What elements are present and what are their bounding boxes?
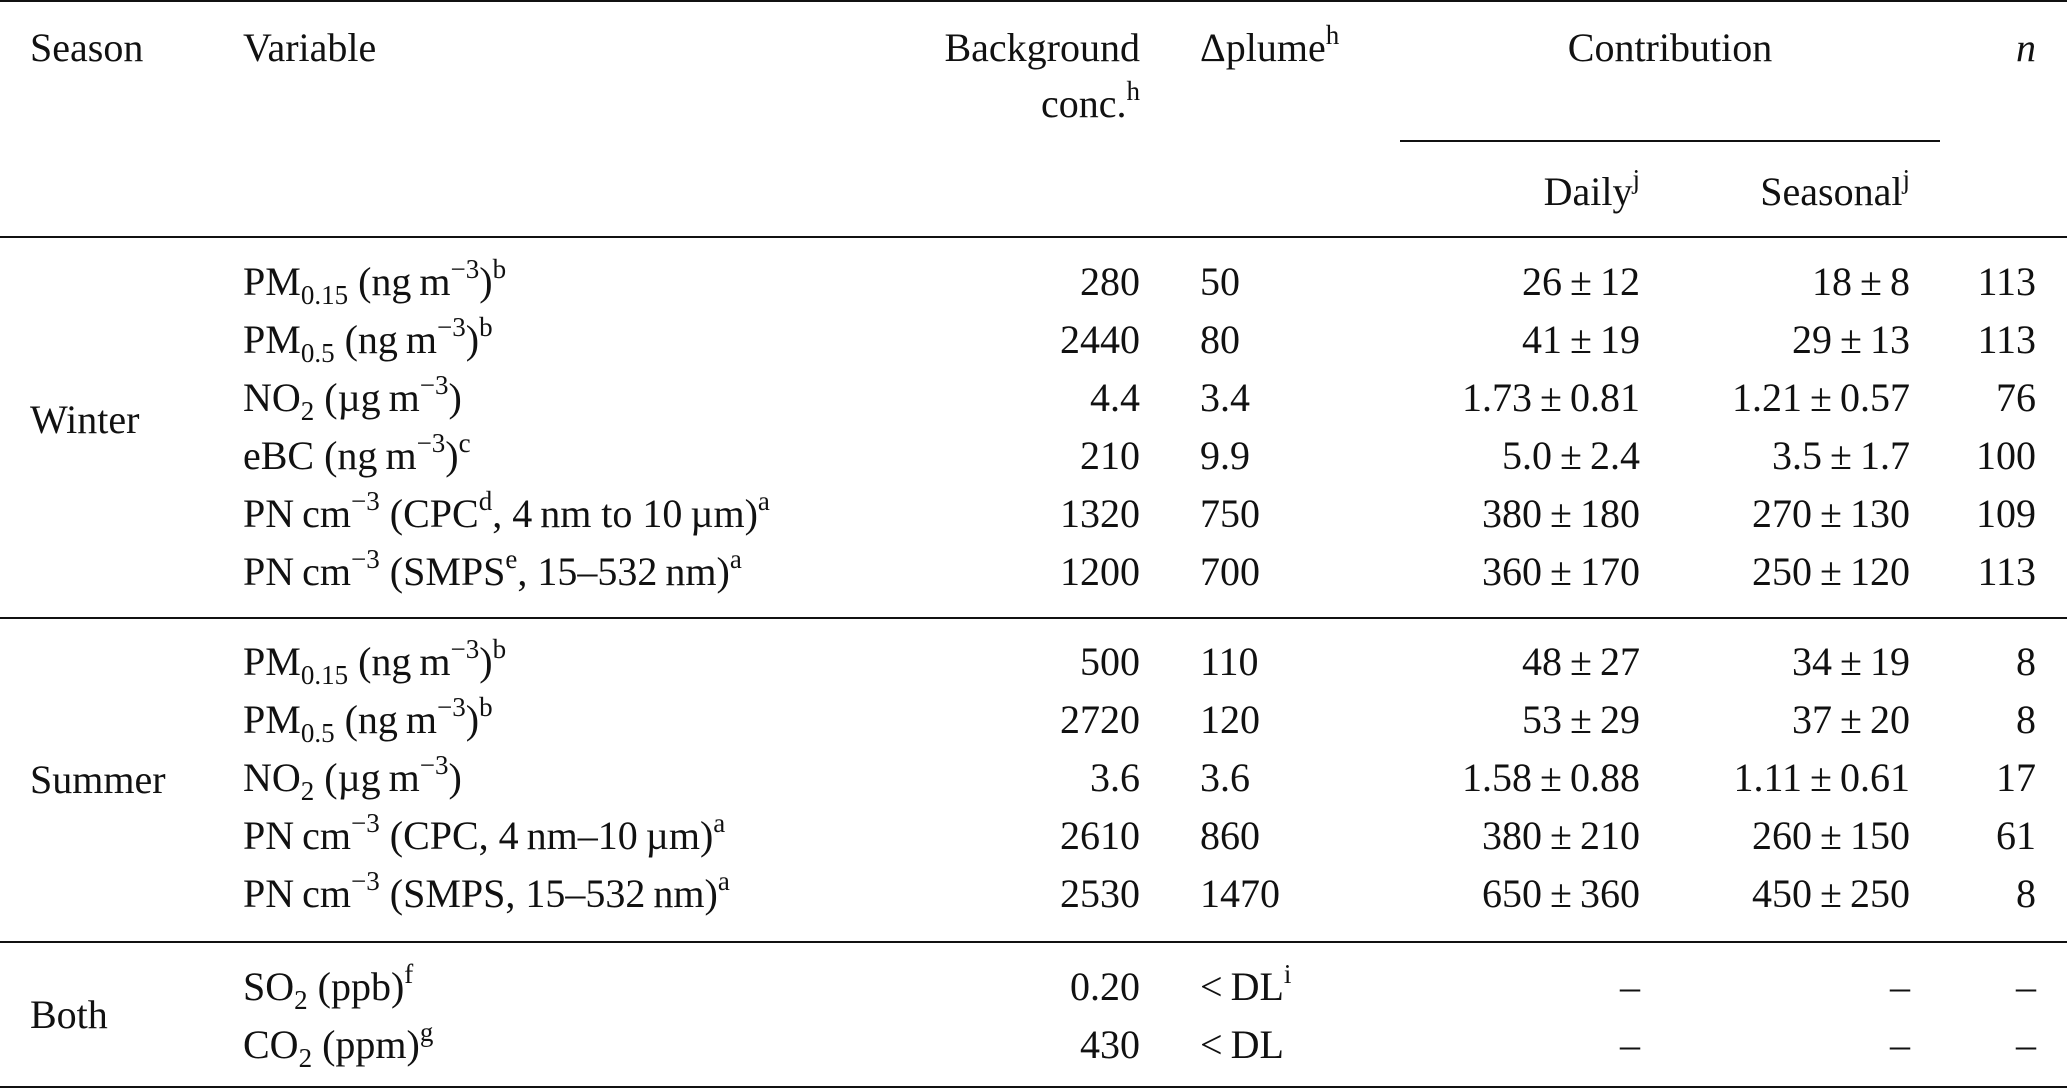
- variable-cell: [243, 959, 414, 1015]
- dplume-value: 750: [1200, 491, 1260, 536]
- n-cell: 109: [1976, 491, 2036, 536]
- variable-pre: NO: [243, 755, 301, 800]
- background-cell: 1200: [1060, 549, 1140, 594]
- dplume-value: 80: [1200, 317, 1240, 362]
- variable-post: (ng m: [334, 697, 438, 742]
- variable-pre: PM: [243, 639, 301, 684]
- seasonal-cell: 1.11 ± 0.61: [1733, 755, 1910, 800]
- variable-sub: 2: [298, 1043, 313, 1073]
- header-n: [1960, 25, 2036, 70]
- variable-sup2: e: [505, 544, 518, 574]
- dplume-value: 3.6: [1200, 755, 1250, 800]
- variable-sup2: b: [479, 692, 493, 722]
- variable-sup1: −3: [351, 486, 380, 516]
- daily-cell: 53 ± 29: [1522, 697, 1640, 742]
- dplume-value: 50: [1200, 259, 1240, 304]
- n-cell: 76: [1996, 375, 2036, 420]
- variable-post2: (CPC: [379, 491, 479, 536]
- dplume-cell: [1200, 813, 1260, 858]
- dplume-value: 860: [1200, 813, 1260, 858]
- dplume-cell: [1200, 433, 1250, 478]
- background-cell: 2530: [1060, 871, 1140, 916]
- season-label-summer: Summer: [30, 757, 166, 802]
- daily-cell: 650 ± 360: [1482, 871, 1640, 916]
- variable-sup1: −3: [450, 254, 480, 284]
- n-cell: –: [2016, 1022, 2036, 1067]
- variable-cell: [243, 370, 462, 426]
- variable-sup2: c: [458, 428, 471, 458]
- dplume-sup: i: [1283, 959, 1292, 989]
- n-cell: 8: [2016, 639, 2036, 684]
- header-background-line1: Background: [944, 25, 1140, 70]
- background-cell: 280: [1080, 259, 1140, 304]
- daily-cell: 1.73 ± 0.81: [1462, 375, 1640, 420]
- dplume-cell: [1200, 755, 1250, 800]
- season-label-both: Both: [30, 992, 108, 1037]
- variable-cell: [243, 1017, 434, 1073]
- background-cell: 2440: [1060, 317, 1140, 362]
- variable-post2: ): [445, 433, 459, 478]
- n-cell: –: [2016, 964, 2036, 1009]
- variable-sup1: −3: [419, 370, 449, 400]
- daily-cell: 380 ± 180: [1482, 491, 1640, 536]
- variable-sub: 0.15: [300, 660, 349, 690]
- header-dplume: [1200, 20, 1340, 70]
- variable-post: (µg m: [314, 375, 420, 420]
- variable-post: (ng m: [334, 317, 438, 362]
- season-label-winter: Winter: [30, 397, 140, 442]
- header-season: Season: [30, 25, 144, 70]
- variable-sub: 2: [300, 776, 315, 806]
- variable-cell: [243, 866, 730, 916]
- variable-post2: ): [479, 259, 493, 304]
- variable-pre: PN cm: [243, 549, 352, 594]
- variable-pre: PN cm: [243, 871, 352, 916]
- n-cell: 113: [1977, 317, 2036, 362]
- seasonal-cell: 18 ± 8: [1812, 259, 1910, 304]
- variable-cell: [243, 692, 493, 748]
- dplume-cell: [1200, 959, 1292, 1009]
- header-background-sup: h: [1126, 76, 1140, 106]
- n-cell: 113: [1977, 549, 2036, 594]
- variable-pre: PM: [243, 317, 301, 362]
- variable-post2: ): [465, 697, 480, 742]
- daily-cell: –: [1620, 1022, 1640, 1067]
- variable-sub: 2: [300, 396, 315, 426]
- seasonal-cell: 1.21 ± 0.57: [1732, 375, 1910, 420]
- dplume-value: 9.9: [1200, 433, 1250, 478]
- background-cell: 4.4: [1090, 375, 1140, 420]
- daily-cell: 1.58 ± 0.88: [1462, 755, 1640, 800]
- dplume-value: 110: [1200, 639, 1259, 684]
- variable-cell: [243, 312, 493, 368]
- dplume-cell: [1200, 1022, 1284, 1067]
- variable-post2: ): [448, 755, 462, 800]
- n-cell: 61: [1996, 813, 2036, 858]
- top-rule: [0, 0, 2067, 2]
- seasonal-cell: –: [1890, 964, 1910, 1009]
- variable-pre: PN cm: [243, 813, 352, 858]
- variable-sup1: −3: [416, 428, 446, 458]
- variable-sup2: b: [492, 634, 507, 664]
- seasonal-cell: 270 ± 130: [1752, 491, 1910, 536]
- dplume-value: 3.4: [1200, 375, 1250, 420]
- variable-sup1: −3: [437, 692, 466, 722]
- daily-cell: 26 ± 12: [1522, 259, 1640, 304]
- variable-pre: NO: [243, 375, 301, 420]
- variable-cell: [243, 486, 770, 536]
- variable-pre: PM: [243, 259, 301, 304]
- variable-cell: [243, 634, 507, 690]
- seasonal-cell: 3.5 ± 1.7: [1772, 433, 1910, 478]
- background-cell: 500: [1080, 639, 1140, 684]
- background-cell: 2720: [1060, 697, 1140, 742]
- variable-sub: 0.15: [300, 280, 349, 310]
- variable-post2: ): [465, 317, 480, 362]
- variable-cell: [243, 428, 471, 478]
- variable-sup3: a: [757, 486, 770, 516]
- dplume-cell: [1200, 639, 1259, 684]
- dplume-value: < DL: [1200, 964, 1284, 1009]
- variable-sup2: b: [479, 312, 493, 342]
- dplume-cell: [1200, 317, 1240, 362]
- header-bottom-rule: [0, 236, 2067, 238]
- header-contribution: Contribution: [1567, 25, 1773, 70]
- variable-pre: eBC (ng m: [243, 433, 417, 478]
- variable-sup1: g: [419, 1017, 434, 1047]
- variable-post2: (CPC, 4 nm–10 µm): [379, 813, 714, 858]
- variable-sup1: −3: [419, 750, 449, 780]
- background-cell: 210: [1080, 433, 1140, 478]
- variable-sup1: f: [404, 959, 414, 989]
- n-cell: 8: [2016, 697, 2036, 742]
- variable-post: (ppm): [312, 1022, 420, 1067]
- background-cell: 3.6: [1090, 755, 1140, 800]
- header-background-line2: [880, 76, 1140, 126]
- dplume-value: 1470: [1200, 871, 1280, 916]
- variable-post2: ): [448, 375, 462, 420]
- variable-sup2: a: [713, 808, 726, 838]
- header-background-text: conc.: [1040, 81, 1127, 126]
- header-daily-sup: j: [1632, 164, 1640, 194]
- dplume-value: 700: [1200, 549, 1260, 594]
- variable-cell: [243, 544, 742, 594]
- variable-cell: [243, 750, 462, 806]
- daily-cell: 41 ± 19: [1522, 317, 1640, 362]
- header-seasonal-sup: j: [1902, 164, 1910, 194]
- n-cell: 100: [1976, 433, 2036, 478]
- seasonal-cell: –: [1890, 1022, 1910, 1067]
- contribution-underline: [1400, 140, 1940, 142]
- header-seasonal-text: Seasonal: [1760, 169, 1903, 214]
- summer-bottom-rule: [0, 941, 2067, 943]
- dplume-value: < DL: [1200, 1022, 1284, 1067]
- winter-bottom-rule: [0, 617, 2067, 619]
- header-dplume-text: Δplume: [1200, 25, 1326, 70]
- daily-cell: 48 ± 27: [1522, 639, 1640, 684]
- variable-post: (ng m: [348, 639, 451, 684]
- background-cell: 1320: [1060, 491, 1140, 536]
- dplume-cell: [1200, 697, 1260, 742]
- variable-sup3: a: [729, 544, 742, 574]
- variable-post3: , 4 nm to 10 µm): [492, 491, 758, 536]
- variable-sup1: −3: [351, 544, 380, 574]
- header-daily: [1400, 164, 1640, 214]
- variable-sup1: −3: [450, 634, 480, 664]
- variable-pre: CO: [243, 1022, 299, 1067]
- header-daily-text: Daily: [1543, 169, 1633, 214]
- variable-cell: [243, 808, 726, 858]
- daily-cell: –: [1620, 964, 1640, 1009]
- variable-sup2: a: [717, 866, 730, 896]
- seasonal-cell: 450 ± 250: [1752, 871, 1910, 916]
- variable-cell: [243, 254, 507, 310]
- n-cell: 113: [1977, 259, 2036, 304]
- variable-sup1: −3: [351, 866, 380, 896]
- variable-pre: PM: [243, 697, 301, 742]
- daily-cell: 5.0 ± 2.4: [1502, 433, 1640, 478]
- seasonal-cell: 250 ± 120: [1752, 549, 1910, 594]
- dplume-cell: [1200, 259, 1240, 304]
- variable-pre: PN cm: [243, 491, 352, 536]
- n-cell: 17: [1996, 755, 2036, 800]
- variable-pre: SO: [243, 964, 295, 1009]
- variable-sub: 0.5: [300, 338, 335, 368]
- variable-sup1: −3: [437, 312, 466, 342]
- n-cell: 8: [2016, 871, 2036, 916]
- header-n-text: n: [2016, 25, 2036, 70]
- variable-post: (ppb): [307, 964, 405, 1009]
- variable-sup1: −3: [351, 808, 380, 838]
- seasonal-cell: 260 ± 150: [1752, 813, 1910, 858]
- variable-post2: (SMPS, 15–532 nm): [379, 871, 718, 916]
- variable-post3: , 15–532 nm): [517, 549, 730, 594]
- header-seasonal: [1650, 164, 1910, 214]
- daily-cell: 380 ± 210: [1482, 813, 1640, 858]
- background-cell: 2610: [1060, 813, 1140, 858]
- header-dplume-sup: h: [1325, 20, 1340, 50]
- variable-sub: 0.5: [300, 718, 335, 748]
- variable-post: (µg m: [314, 755, 420, 800]
- seasonal-cell: 34 ± 19: [1792, 639, 1910, 684]
- dplume-value: 120: [1200, 697, 1260, 742]
- variable-sup2: b: [492, 254, 507, 284]
- variable-post2: ): [479, 639, 493, 684]
- seasonal-cell: 29 ± 13: [1792, 317, 1910, 362]
- dplume-cell: [1200, 491, 1260, 536]
- dplume-cell: [1200, 375, 1250, 420]
- background-cell: 430: [1080, 1022, 1140, 1067]
- variable-post: (ng m: [348, 259, 451, 304]
- background-cell: 0.20: [1070, 964, 1140, 1009]
- variable-sup2: d: [478, 486, 493, 516]
- dplume-cell: [1200, 549, 1260, 594]
- daily-cell: 360 ± 170: [1482, 549, 1640, 594]
- variable-post2: (SMPS: [379, 549, 506, 594]
- variable-sub: 2: [294, 985, 308, 1015]
- seasonal-cell: 37 ± 20: [1792, 697, 1910, 742]
- dplume-cell: [1200, 871, 1280, 916]
- header-variable: Variable: [243, 25, 377, 70]
